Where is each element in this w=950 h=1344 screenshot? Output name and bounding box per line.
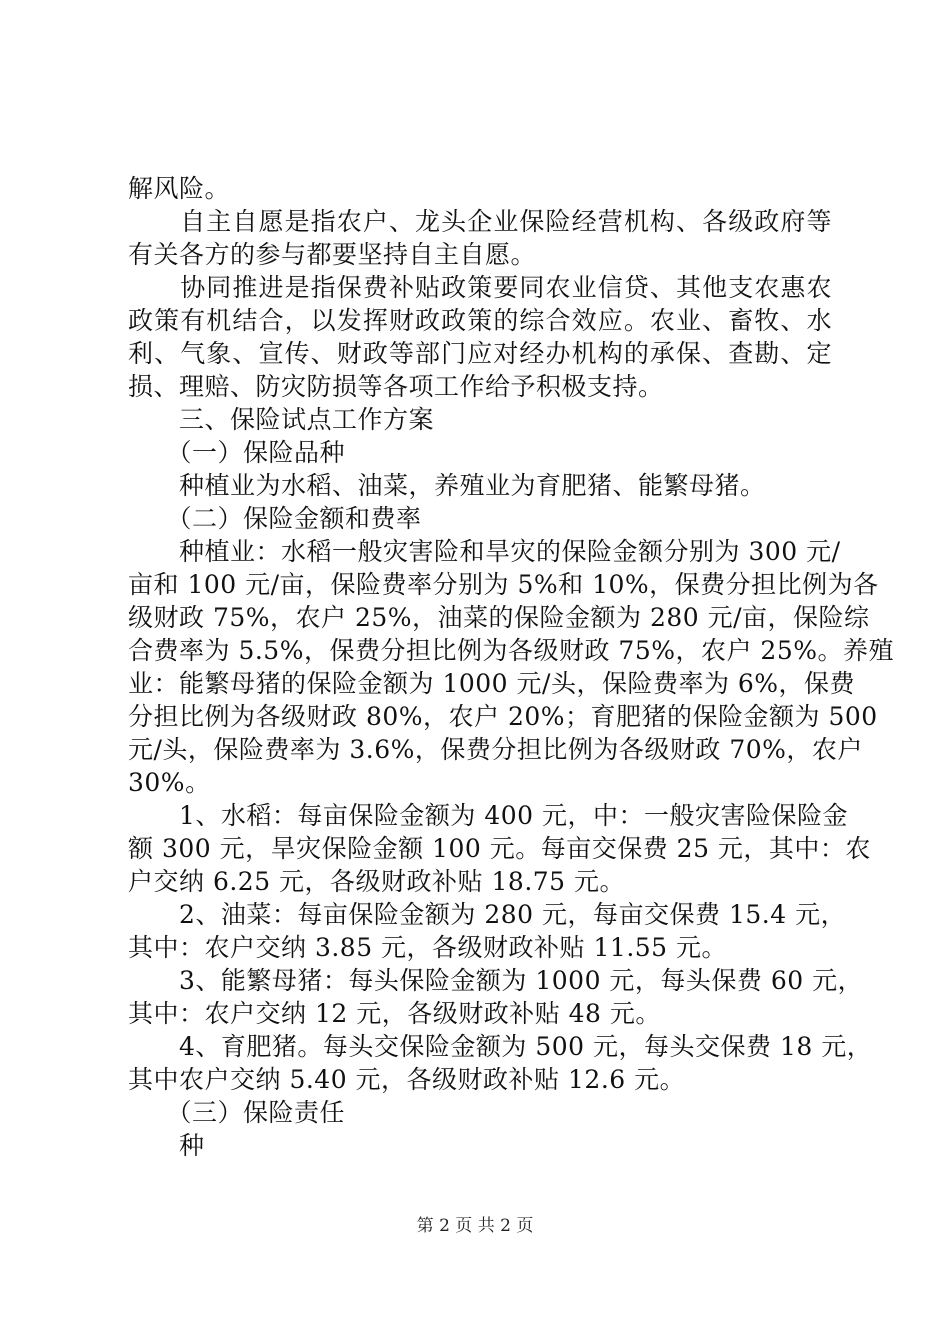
subsection-heading: （一）保险品种 [128, 438, 346, 467]
text-line: 种植业为水稻、油菜，养殖业为育肥猪、能繁母猪。 [128, 471, 766, 500]
text-line: 其中农户交纳 5.40 元，各级财政补贴 12.6 元。 [128, 1065, 686, 1094]
page-number: 第 2 页 共 2 页 [416, 1216, 534, 1236]
text-line: 3、能繁母猪：每头保险金额为 1000 元，每头保费 60 元， [128, 966, 864, 995]
text-line: 政策有机结合，以发挥财政政策的综合效应。农业、畜牧、水 [128, 306, 832, 335]
text-line: 业：能繁母猪的保险金额为 1000 元/头，保险费率为 6%，保费 [128, 669, 856, 698]
text-line: 分担比例为各级财政 80%，农户 20%；育肥猪的保险金额为 500 [128, 702, 878, 731]
subsection-heading: （三）保险责任 [128, 1098, 346, 1127]
text-line: 协同推进是指保费补贴政策要同农业信贷、其他支农惠农 [128, 273, 832, 302]
text-line: 30%。 [128, 768, 211, 797]
text-line: 种 [128, 1131, 205, 1160]
text-line: 元/头，保险费率为 3.6%，保费分担比例为各级财政 70%，农户 [128, 735, 863, 764]
text-line: 损、理赔、防灾防损等各项工作给予积极支持。 [128, 372, 664, 401]
text-line: 其中：农户交纳 3.85 元，各级财政补贴 11.55 元。 [128, 933, 728, 962]
text-line: 亩和 100 元/亩，保险费率分别为 5%和 10%，保费分担比例为各 [128, 570, 879, 599]
document-body [128, 172, 894, 1162]
text-line: 利、气象、宣传、财政等部门应对经办机构的承保、查勘、定 [128, 339, 832, 368]
text-line: 解风险。 [128, 174, 231, 203]
text-line: 合费率为 5.5%，保费分担比例为各级财政 75%，农户 25%。养殖 [128, 636, 894, 665]
text-line: 户交纳 6.25 元，各级财政补贴 18.75 元。 [128, 867, 626, 896]
text-line: 级财政 75%，农户 25%，油菜的保险金额为 280 元/亩，保险综 [128, 603, 870, 632]
text-line: 1、水稻：每亩保险金额为 400 元，中：一般灾害险保险金 [128, 801, 849, 830]
page-footer [0, 1215, 950, 1237]
text-line: 种植业：水稻一般灾害险和旱灾的保险金额分别为 300 元/ [128, 537, 841, 566]
text-line: 有关各方的参与都要坚持自主自愿。 [128, 240, 537, 269]
text-line: 自主自愿是指农户、龙头企业保险经营机构、各级政府等 [128, 207, 832, 236]
text-line: 2、油菜：每亩保险金额为 280 元，每亩交保费 15.4 元， [128, 900, 847, 929]
text-line: 其中：农户交纳 12 元，各级财政补贴 48 元。 [128, 999, 661, 1028]
text-line: 4、育肥猪。每头交保险金额为 500 元，每头交保费 18 元， [128, 1032, 873, 1061]
text-line: 额 300 元，旱灾保险金额 100 元。每亩交保费 25 元，其中：农 [128, 834, 871, 863]
subsection-heading: （二）保险金额和费率 [128, 504, 422, 533]
section-heading: 三、保险试点工作方案 [128, 405, 435, 434]
